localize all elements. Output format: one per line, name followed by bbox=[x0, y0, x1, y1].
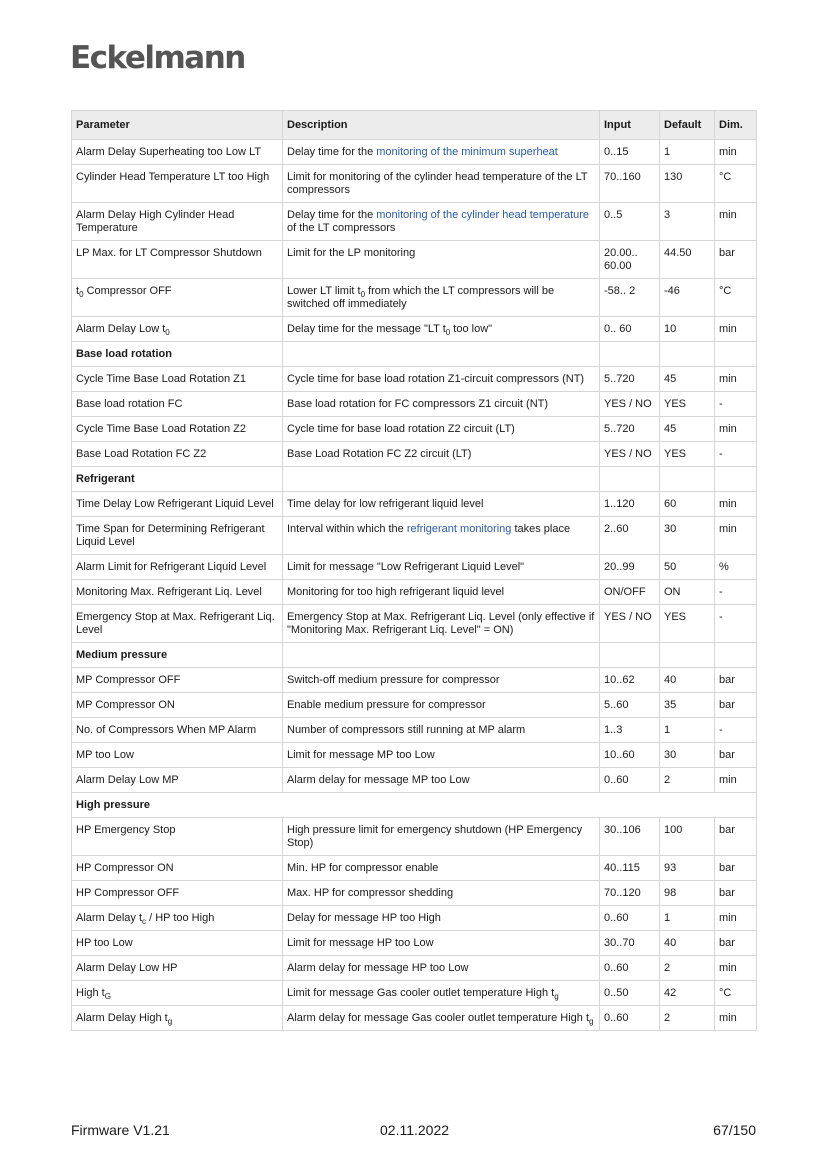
section-empty-cell bbox=[715, 643, 757, 668]
description-text: takes place bbox=[511, 523, 571, 535]
description-cell bbox=[283, 605, 600, 643]
description-text: Alarm delay for message Gas cooler outlet temperature High t bbox=[287, 1012, 590, 1024]
description-text: Time delay for low refrigerant liquid level bbox=[287, 498, 484, 510]
dim-cell: - bbox=[715, 392, 757, 417]
parameter-cell bbox=[72, 317, 283, 342]
default-cell: 35 bbox=[660, 693, 715, 718]
description-text: Lower LT limit t bbox=[287, 285, 361, 297]
parameter-cell: No. of Compressors When MP Alarm bbox=[72, 718, 283, 743]
parameter-subscript: 0 bbox=[165, 328, 170, 338]
dim-cell: - bbox=[715, 580, 757, 605]
input-cell: 10..60 bbox=[600, 743, 660, 768]
description-text: Delay time for the message "LT t bbox=[287, 323, 446, 335]
default-cell: 1 bbox=[660, 718, 715, 743]
description-text: too low" bbox=[450, 323, 493, 335]
description-cell bbox=[283, 317, 600, 342]
table-row bbox=[72, 693, 757, 718]
default-cell: 2 bbox=[660, 768, 715, 793]
description-text: Enable medium pressure for compressor bbox=[287, 699, 486, 711]
table-row bbox=[72, 605, 757, 643]
dim-cell: °C bbox=[715, 981, 757, 1006]
description-text: Number of compressors still running at MP alarm bbox=[287, 724, 526, 736]
table-row bbox=[72, 317, 757, 342]
description-cell bbox=[283, 241, 600, 279]
input-cell: 1..120 bbox=[600, 492, 660, 517]
default-cell: 42 bbox=[660, 981, 715, 1006]
description-text: from which the LT compressors will be switched off immediately bbox=[287, 285, 555, 310]
footer-firmware: Firmware V1.21 bbox=[71, 1122, 170, 1138]
default-cell: 44.50 bbox=[660, 241, 715, 279]
description-subscript: 0 bbox=[445, 328, 451, 338]
input-cell: 5..720 bbox=[600, 417, 660, 442]
dim-cell: - bbox=[715, 605, 757, 643]
parameter-cell: Emergency Stop at Max. Refrigerant Liq. Level bbox=[72, 605, 283, 643]
default-cell: 30 bbox=[660, 517, 715, 555]
description-text: Max. HP for compressor shedding bbox=[287, 887, 454, 899]
parameter-cell: Alarm Delay Low MP bbox=[72, 768, 283, 793]
description-link[interactable]: monitoring of the cylinder head temperature bbox=[376, 209, 590, 221]
default-cell: 93 bbox=[660, 856, 715, 881]
dim-cell: bar bbox=[715, 931, 757, 956]
parameter-text: t bbox=[76, 285, 80, 297]
default-cell: 100 bbox=[660, 818, 715, 856]
description-text: Switch-off medium pressure for compressor bbox=[287, 674, 500, 686]
section-empty-cell bbox=[600, 342, 660, 367]
input-cell: 10..62 bbox=[600, 668, 660, 693]
table-header-row bbox=[72, 111, 757, 140]
default-cell: 1 bbox=[660, 906, 715, 931]
dim-cell: bar bbox=[715, 668, 757, 693]
description-cell bbox=[283, 956, 600, 981]
default-cell: YES bbox=[660, 442, 715, 467]
table-row bbox=[72, 743, 757, 768]
table-row bbox=[72, 241, 757, 279]
dim-cell: - bbox=[715, 442, 757, 467]
default-cell: 1 bbox=[660, 140, 715, 165]
default-cell: YES bbox=[660, 605, 715, 643]
description-cell bbox=[283, 693, 600, 718]
input-cell: 0..60 bbox=[600, 768, 660, 793]
description-subscript: 0 bbox=[360, 290, 366, 300]
section-empty-cell bbox=[600, 643, 660, 668]
input-cell: 1..3 bbox=[600, 718, 660, 743]
section-row bbox=[72, 793, 757, 818]
section-empty-cell bbox=[660, 342, 715, 367]
default-cell: -46 bbox=[660, 279, 715, 317]
table-body bbox=[72, 140, 757, 1031]
description-text: Cycle time for base load rotation Z2 circuit (LT) bbox=[287, 423, 515, 435]
input-cell: 40..115 bbox=[600, 856, 660, 881]
dim-cell: bar bbox=[715, 743, 757, 768]
col-header-parameter: Parameter bbox=[72, 111, 283, 140]
dim-cell: min bbox=[715, 317, 757, 342]
eckelmann-logo: Eckelmann bbox=[70, 40, 245, 76]
default-cell: 3 bbox=[660, 203, 715, 241]
table-row bbox=[72, 492, 757, 517]
parameter-text: Alarm Delay High t bbox=[76, 1012, 168, 1024]
dim-cell: min bbox=[715, 517, 757, 555]
description-text: Base Load Rotation FC Z2 circuit (LT) bbox=[287, 448, 472, 460]
default-cell: 130 bbox=[660, 165, 715, 203]
description-cell bbox=[283, 203, 600, 241]
input-cell: YES / NO bbox=[600, 605, 660, 643]
dim-cell: min bbox=[715, 906, 757, 931]
description-text: Delay time for the bbox=[287, 146, 377, 158]
table-row bbox=[72, 442, 757, 467]
input-cell: ON/OFF bbox=[600, 580, 660, 605]
table-row bbox=[72, 203, 757, 241]
input-cell: 0..60 bbox=[600, 1006, 660, 1031]
section-empty-cell bbox=[660, 467, 715, 492]
description-cell bbox=[283, 367, 600, 392]
description-text: Base load rotation for FC compressors Z1 circuit (NT) bbox=[287, 398, 549, 410]
description-cell bbox=[283, 417, 600, 442]
dim-cell: min bbox=[715, 140, 757, 165]
description-cell bbox=[283, 165, 600, 203]
dim-cell: bar bbox=[715, 693, 757, 718]
section-empty-cell bbox=[660, 643, 715, 668]
default-cell: 2 bbox=[660, 956, 715, 981]
table-row bbox=[72, 981, 757, 1006]
table-row bbox=[72, 718, 757, 743]
section-label: High pressure bbox=[72, 793, 757, 818]
dim-cell: bar bbox=[715, 818, 757, 856]
section-empty-cell bbox=[600, 467, 660, 492]
parameter-table bbox=[71, 110, 757, 1031]
parameter-subscript: g bbox=[167, 1017, 173, 1027]
parameter-cell: LP Max. for LT Compressor Shutdown bbox=[72, 241, 283, 279]
col-header-input: Input bbox=[600, 111, 660, 140]
parameter-cell: Base load rotation FC bbox=[72, 392, 283, 417]
dim-cell: min bbox=[715, 203, 757, 241]
default-cell: 2 bbox=[660, 1006, 715, 1031]
dim-cell: min bbox=[715, 367, 757, 392]
col-header-description: Description bbox=[283, 111, 600, 140]
parameter-cell: HP Compressor ON bbox=[72, 856, 283, 881]
parameter-cell bbox=[72, 279, 283, 317]
description-text: Limit for message Gas cooler outlet temperature High t bbox=[287, 987, 555, 999]
input-cell: 20..99 bbox=[600, 555, 660, 580]
table-row bbox=[72, 417, 757, 442]
default-cell: 40 bbox=[660, 931, 715, 956]
table-row bbox=[72, 956, 757, 981]
parameter-subscript: 0 bbox=[79, 290, 84, 300]
table-row bbox=[72, 580, 757, 605]
parameter-cell: MP Compressor OFF bbox=[72, 668, 283, 693]
table-row bbox=[72, 140, 757, 165]
section-empty-cell bbox=[283, 342, 600, 367]
table-row bbox=[72, 367, 757, 392]
parameter-cell: MP too Low bbox=[72, 743, 283, 768]
parameter-cell: HP Emergency Stop bbox=[72, 818, 283, 856]
input-cell: 20.00.. 60.00 bbox=[600, 241, 660, 279]
description-cell bbox=[283, 517, 600, 555]
footer-page-number: 67/150 bbox=[713, 1122, 756, 1138]
description-cell bbox=[283, 981, 600, 1006]
table-row bbox=[72, 881, 757, 906]
dim-cell: min bbox=[715, 956, 757, 981]
dim-cell: min bbox=[715, 492, 757, 517]
dim-cell: min bbox=[715, 1006, 757, 1031]
parameter-text: High t bbox=[76, 987, 105, 999]
table-row bbox=[72, 818, 757, 856]
input-cell: 0..15 bbox=[600, 140, 660, 165]
section-empty-cell bbox=[283, 467, 600, 492]
input-cell: 70..160 bbox=[600, 165, 660, 203]
dim-cell: °C bbox=[715, 279, 757, 317]
parameter-cell: Time Delay Low Refrigerant Liquid Level bbox=[72, 492, 283, 517]
description-text: Emergency Stop at Max. Refrigerant Liq. Level (only effective if "Monitoring Max. Refrigerant Liq. Level" = ON) bbox=[287, 611, 595, 636]
description-text: Limit for the LP monitoring bbox=[287, 247, 416, 259]
description-subscript: g bbox=[589, 1017, 594, 1027]
col-header-default: Default bbox=[660, 111, 715, 140]
description-text: Limit for monitoring of the cylinder head temperature of the LT compressors bbox=[287, 171, 588, 196]
parameter-cell: Cylinder Head Temperature LT too High bbox=[72, 165, 283, 203]
description-text: Limit for message MP too Low bbox=[287, 749, 435, 761]
table-row bbox=[72, 906, 757, 931]
parameter-text: Compressor OFF bbox=[83, 285, 172, 297]
parameter-text: Alarm Delay t bbox=[76, 912, 143, 924]
dim-cell: bar bbox=[715, 881, 757, 906]
description-cell bbox=[283, 555, 600, 580]
default-cell: 40 bbox=[660, 668, 715, 693]
dim-cell: bar bbox=[715, 856, 757, 881]
input-cell: YES / NO bbox=[600, 442, 660, 467]
parameter-cell: Cycle Time Base Load Rotation Z1 bbox=[72, 367, 283, 392]
dim-cell: % bbox=[715, 555, 757, 580]
table-row bbox=[72, 1006, 757, 1031]
section-row bbox=[72, 467, 757, 492]
description-link[interactable]: refrigerant monitoring bbox=[406, 523, 512, 535]
parameter-cell bbox=[72, 1006, 283, 1031]
description-cell bbox=[283, 718, 600, 743]
description-link[interactable]: monitoring of the minimum superheat bbox=[376, 146, 558, 158]
dim-cell: - bbox=[715, 718, 757, 743]
section-empty-cell bbox=[715, 467, 757, 492]
description-text: Limit for message "Low Refrigerant Liquid Level" bbox=[287, 561, 525, 573]
input-cell: 0..60 bbox=[600, 906, 660, 931]
table-row bbox=[72, 279, 757, 317]
description-text: Alarm delay for message HP too Low bbox=[287, 962, 469, 974]
description-text: Interval within which the bbox=[287, 523, 407, 535]
dim-cell: °C bbox=[715, 165, 757, 203]
input-cell: 30..106 bbox=[600, 818, 660, 856]
section-label: Medium pressure bbox=[72, 643, 283, 668]
table-row bbox=[72, 668, 757, 693]
description-text: Delay time for the bbox=[287, 209, 377, 221]
parameter-cell: Alarm Limit for Refrigerant Liquid Level bbox=[72, 555, 283, 580]
input-cell: 5..60 bbox=[600, 693, 660, 718]
input-cell: 0..60 bbox=[600, 956, 660, 981]
default-cell: 45 bbox=[660, 367, 715, 392]
description-text: Delay for message HP too High bbox=[287, 912, 441, 924]
description-cell bbox=[283, 818, 600, 856]
table-row bbox=[72, 392, 757, 417]
description-cell bbox=[283, 580, 600, 605]
description-text: Monitoring for too high refrigerant liquid level bbox=[287, 586, 505, 598]
description-cell bbox=[283, 881, 600, 906]
description-cell bbox=[283, 1006, 600, 1031]
description-cell bbox=[283, 442, 600, 467]
parameter-cell: Monitoring Max. Refrigerant Liq. Level bbox=[72, 580, 283, 605]
parameter-text: Alarm Delay Low t bbox=[76, 323, 166, 335]
input-cell: 30..70 bbox=[600, 931, 660, 956]
input-cell: 0..5 bbox=[600, 203, 660, 241]
parameter-cell: Alarm Delay Low HP bbox=[72, 956, 283, 981]
default-cell: ON bbox=[660, 580, 715, 605]
footer-date: 02.11.2022 bbox=[380, 1122, 450, 1138]
default-cell: 98 bbox=[660, 881, 715, 906]
parameter-cell bbox=[72, 906, 283, 931]
description-cell bbox=[283, 906, 600, 931]
parameter-cell: HP too Low bbox=[72, 931, 283, 956]
default-cell: 60 bbox=[660, 492, 715, 517]
parameter-cell: Cycle Time Base Load Rotation Z2 bbox=[72, 417, 283, 442]
default-cell: 45 bbox=[660, 417, 715, 442]
default-cell: 50 bbox=[660, 555, 715, 580]
description-text: of the LT compressors bbox=[287, 222, 396, 234]
section-label: Base load rotation bbox=[72, 342, 283, 367]
description-text: Limit for message HP too Low bbox=[287, 937, 434, 949]
parameter-cell: Base Load Rotation FC Z2 bbox=[72, 442, 283, 467]
parameter-cell: Time Span for Determining Refrigerant Liquid Level bbox=[72, 517, 283, 555]
section-label: Refrigerant bbox=[72, 467, 283, 492]
default-cell: YES bbox=[660, 392, 715, 417]
description-cell bbox=[283, 392, 600, 417]
parameter-cell bbox=[72, 981, 283, 1006]
parameter-subscript: G bbox=[104, 992, 111, 1002]
table-row bbox=[72, 555, 757, 580]
table-row bbox=[72, 768, 757, 793]
table-row bbox=[72, 856, 757, 881]
col-header-dim: Dim. bbox=[715, 111, 757, 140]
input-cell: 70..120 bbox=[600, 881, 660, 906]
section-row bbox=[72, 643, 757, 668]
input-cell: 2..60 bbox=[600, 517, 660, 555]
parameter-text: / HP too High bbox=[146, 912, 215, 924]
section-empty-cell bbox=[283, 643, 600, 668]
description-text: Alarm delay for message MP too Low bbox=[287, 774, 470, 786]
section-row bbox=[72, 342, 757, 367]
description-cell bbox=[283, 140, 600, 165]
parameter-cell: Alarm Delay Superheating too Low LT bbox=[72, 140, 283, 165]
parameter-cell: HP Compressor OFF bbox=[72, 881, 283, 906]
dim-cell: min bbox=[715, 417, 757, 442]
table-row bbox=[72, 931, 757, 956]
description-text: Min. HP for compressor enable bbox=[287, 862, 439, 874]
input-cell: YES / NO bbox=[600, 392, 660, 417]
table-row bbox=[72, 165, 757, 203]
description-cell bbox=[283, 743, 600, 768]
description-cell bbox=[283, 931, 600, 956]
description-text: High pressure limit for emergency shutdown (HP Emergency Stop) bbox=[287, 824, 583, 849]
parameter-subscript: c bbox=[142, 917, 147, 927]
description-cell bbox=[283, 856, 600, 881]
description-cell bbox=[283, 768, 600, 793]
default-cell: 30 bbox=[660, 743, 715, 768]
input-cell: 5..720 bbox=[600, 367, 660, 392]
input-cell: 0..50 bbox=[600, 981, 660, 1006]
input-cell: -58.. 2 bbox=[600, 279, 660, 317]
description-cell bbox=[283, 492, 600, 517]
description-cell bbox=[283, 279, 600, 317]
description-text: Cycle time for base load rotation Z1-circuit compressors (NT) bbox=[287, 373, 585, 385]
description-subscript: g bbox=[554, 992, 559, 1002]
parameter-cell: Alarm Delay High Cylinder Head Temperature bbox=[72, 203, 283, 241]
dim-cell: min bbox=[715, 768, 757, 793]
default-cell: 10 bbox=[660, 317, 715, 342]
table-row bbox=[72, 517, 757, 555]
parameter-cell: MP Compressor ON bbox=[72, 693, 283, 718]
section-empty-cell bbox=[715, 342, 757, 367]
dim-cell: bar bbox=[715, 241, 757, 279]
description-cell bbox=[283, 668, 600, 693]
input-cell: 0.. 60 bbox=[600, 317, 660, 342]
